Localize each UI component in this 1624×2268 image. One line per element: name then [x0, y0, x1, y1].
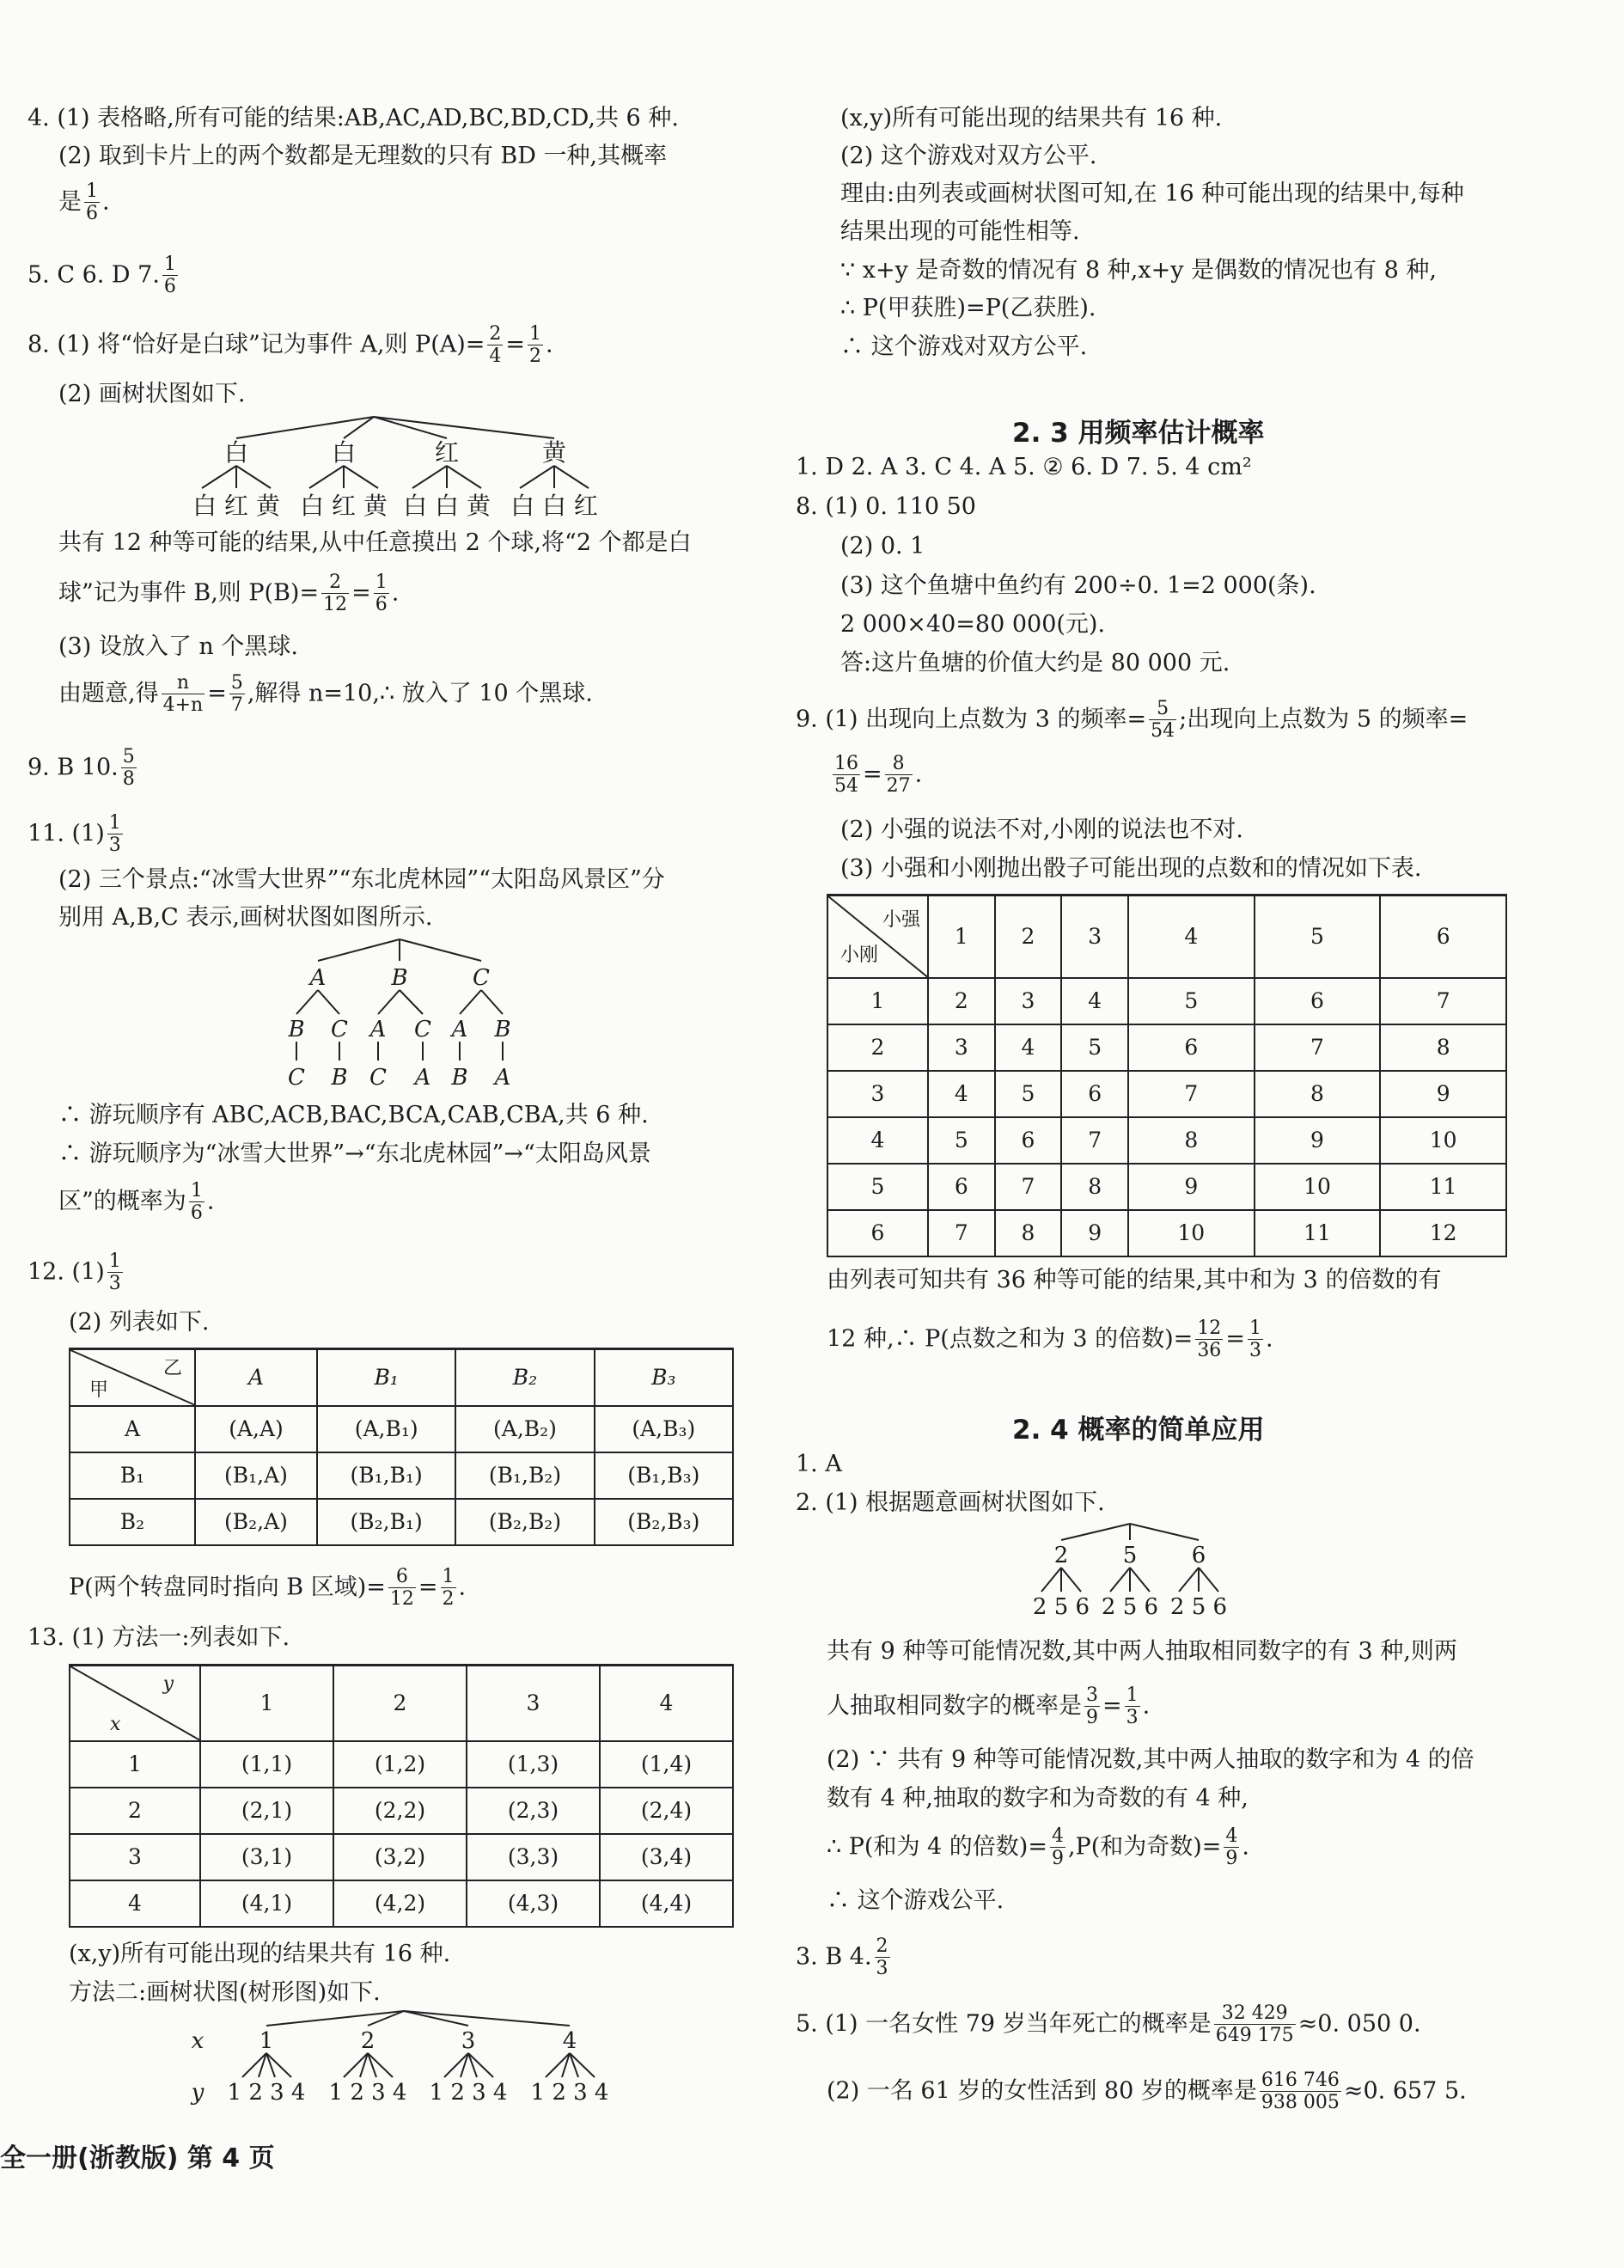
tree-diagram-2-4 [1031, 1519, 1237, 1623]
table12-corner: 乙 甲 [70, 1349, 195, 1406]
tree13-node: 1 [259, 2028, 274, 2054]
tree13-leaves: 1 2 3 4 [328, 2080, 407, 2106]
table12-cell: A [70, 1406, 195, 1452]
answer-13-method2: 方法二:画树状图(树形图)如下. [69, 1979, 381, 2006]
table-row [70, 1741, 733, 1788]
answer-2-3-9-3: (3) 小强和小刚抛出骰子可能出现的点数和的情况如下表. [840, 855, 1422, 882]
answer-11-route: ∴ 游玩顺序为“冰雪大世界”→“东北虎林园”→“太阳岛风景 [58, 1140, 651, 1167]
answer-2-3-8-3: (3) 这个鱼塘中鱼约有 200÷0. 1=2 000(条). [840, 572, 1316, 599]
dice-cell: 6 [928, 1164, 995, 1210]
dice-cell: 5 [995, 1071, 1062, 1117]
answer-13-reason2: 结果出现的可能性相等. [840, 218, 1080, 245]
dice-cell: 5 [1128, 978, 1255, 1024]
dice-cell: 3 [827, 1071, 928, 1117]
answer-13-2: (2) 这个游戏对双方公平. [840, 143, 1097, 169]
table-row [827, 978, 1506, 1024]
table12-header: B₁ [317, 1349, 455, 1406]
dice-cell: 11 [1380, 1164, 1506, 1210]
tree13-node: 3 [461, 2028, 476, 2054]
dice-header: 5 [1255, 896, 1381, 978]
dice-cell: 6 [995, 1117, 1062, 1164]
tree8-node: 红 [434, 438, 460, 467]
dice-cell: 4 [1061, 978, 1128, 1024]
table13-cell: (2,1) [200, 1788, 333, 1834]
answers-2-4-3-4: 3. B 4. $\frac{2}{3}$ [796, 1935, 888, 1980]
answer-13-1: 13. (1) 方法一:列表如下. [27, 1624, 290, 1651]
dice-sum-table [827, 894, 1507, 1257]
table13-cell: (1,2) [333, 1741, 467, 1788]
tree8-node: 白 [223, 438, 249, 467]
dice-cell: 7 [1255, 1024, 1381, 1071]
table13-cell: (2,4) [600, 1788, 733, 1834]
answer-2-4-2-2: (2) ∵ 共有 9 种等可能情况数,其中两人抽取的数字和为 4 的倍 [827, 1746, 1474, 1773]
dice-cell: 1 [827, 978, 928, 1024]
tree11-node: A [369, 1017, 387, 1042]
table13-cell: 2 [70, 1788, 200, 1834]
table12-cell: B₂ [70, 1499, 195, 1545]
tree11-node: A [414, 1065, 431, 1091]
table12-cell: (A,B₁) [317, 1406, 455, 1452]
answer-13-therefore: ∴ P(甲获胜)=P(乙获胜). [840, 295, 1096, 321]
table-row [70, 1834, 733, 1880]
dice-cell: 7 [928, 1210, 995, 1256]
table12-cell: (B₂,B₁) [317, 1499, 455, 1545]
answer-2-3-9-result: 由列表可知共有 36 种等可能的结果,其中和为 3 的倍数的有 [827, 1267, 1442, 1293]
dice-cell: 2 [928, 978, 995, 1024]
table12-cell: (A,A) [195, 1406, 317, 1452]
dice-cell: 6 [1128, 1024, 1255, 1071]
answer-2-4-5-2: (2) 一名 61 岁的女性活到 80 岁的概率是 $\frac{616 746}{938 005}$ ≈0. 657 5. [827, 2069, 1467, 2114]
dice-cell: 10 [1380, 1117, 1506, 1164]
answer-8-1: 8. (1) 将“恰好是白球”记为事件 A,则 P(A)= $\frac{2}{4}$ = $\frac{1}{2}$ . [27, 323, 553, 368]
tree11-node: C [473, 965, 490, 991]
dice-header: 4 [1128, 896, 1255, 978]
answer-8-2: (2) 画树状图如下. [58, 381, 246, 407]
table-12 [69, 1348, 734, 1546]
table-row [70, 1452, 733, 1499]
answer-2-3-8-2: (2) 0. 1 [840, 533, 925, 559]
dice-header: 2 [995, 896, 1062, 978]
table12-header: A [195, 1349, 317, 1406]
answer-2-3-9-prob: 12 种,∴ P(点数之和为 3 的倍数)= $\frac{12}{36}$ = $\frac{1}{3}$ . [827, 1317, 1273, 1362]
answer-2-4-2-prob: 人抽取相同数字的概率是 $\frac{3}{9}$ = $\frac{1}{3}$ . [827, 1684, 1151, 1729]
dice-cell: 2 [827, 1024, 928, 1071]
answer-2-3-8-final: 答:这片鱼塘的价值大约是 80 000 元. [840, 650, 1230, 676]
answer-2-4-1: 1. A [796, 1451, 842, 1477]
table13-header: 2 [333, 1666, 467, 1741]
answer-2-3-9-1b: $\frac{16}{54}$ = $\frac{8}{27}$ . [834, 753, 923, 798]
table13-cell: (2,2) [333, 1788, 467, 1834]
dice-cell: 10 [1255, 1164, 1381, 1210]
table12-cell: (B₁,B₁) [317, 1452, 455, 1499]
tree11-node: A [451, 1017, 468, 1042]
answer-13-conclusion: ∴ 这个游戏对双方公平. [840, 333, 1088, 360]
dice-cell: 7 [1128, 1071, 1255, 1117]
answer-2-4-2-2b: 数有 4 种,抽取的数字和为奇数的有 4 种, [827, 1785, 1249, 1812]
table12-cell: (B₁,A) [195, 1452, 317, 1499]
table13-cell: (4,4) [600, 1880, 733, 1927]
dice-cell: 10 [1128, 1210, 1255, 1256]
answers-2-3-1-7: 1. D 2. A 3. C 4. A 5. ② 6. D 7. 5. 4 cm² [796, 454, 1252, 480]
answer-11-2: (2) 三个景点:“冰雪大世界”“东北虎林园”“太阳岛风景区”分 [58, 866, 665, 893]
table-row [827, 1117, 1506, 1164]
table13-cell: (3,1) [200, 1834, 333, 1880]
answer-2-4-5-1: 5. (1) 一名女性 79 岁当年死亡的概率是 $\frac{32 429}{649 175}$ ≈0. 050 0. [796, 2002, 1421, 2047]
dice-cell: 6 [1255, 978, 1381, 1024]
tree11-node: A [494, 1065, 511, 1091]
dice-cell: 4 [827, 1117, 928, 1164]
table12-cell: (B₁,B₃) [595, 1452, 733, 1499]
table13-cell: (4,2) [333, 1880, 467, 1927]
dice-cell: 5 [827, 1164, 928, 1210]
table13-cell: (4,3) [467, 1880, 600, 1927]
tree-diagram-13 [180, 2007, 627, 2110]
answer-11-2b: 别用 A,B,C 表示,画树状图如图所示. [58, 904, 433, 931]
table12-cell: (B₂,B₂) [455, 1499, 594, 1545]
tree8-node: 黄 [541, 438, 567, 467]
table-row [827, 1024, 1506, 1071]
tree8-leaves: 白 红 黄 [192, 492, 280, 520]
dice-cell: 11 [1255, 1210, 1381, 1256]
table12-cell: B₁ [70, 1452, 195, 1499]
tree11-node: B [391, 965, 408, 991]
dice-cell: 7 [995, 1164, 1062, 1210]
tree11-node: C [288, 1065, 305, 1091]
tree-diagram-11 [275, 935, 533, 1094]
table-row [70, 1406, 733, 1452]
tree11-node: B [451, 1065, 468, 1091]
dice-cell: 8 [1128, 1117, 1255, 1164]
dice-cell: 8 [1061, 1164, 1128, 1210]
tree13-y-label: y [191, 2080, 205, 2106]
table13-header: 4 [600, 1666, 733, 1741]
dice-cell: 8 [1380, 1024, 1506, 1071]
table13-cell: (4,1) [200, 1880, 333, 1927]
answer-13-because: ∵ x+y 是奇数的情况有 8 种,x+y 是偶数的情况也有 8 种, [840, 257, 1437, 284]
table-row [827, 1071, 1506, 1117]
dice-cell: 4 [928, 1071, 995, 1117]
answer-13-count-cont: (x,y)所有可能出现的结果共有 16 种. [840, 105, 1223, 131]
dice-cell: 3 [928, 1024, 995, 1071]
table12-cell: (B₁,B₂) [455, 1452, 594, 1499]
table12-header: B₂ [455, 1349, 594, 1406]
dice-cell: 7 [1061, 1117, 1128, 1164]
table13-corner: y x [70, 1666, 200, 1741]
dice-header: 3 [1061, 896, 1128, 978]
answer-11-orders: ∴ 游玩顺序有 ABC,ACB,BAC,BCA,CAB,CBA,共 6 种. [58, 1102, 649, 1128]
tree8-node: 白 [331, 438, 357, 467]
tree8-leaves: 白 白 红 [510, 492, 598, 520]
tree24-node: 6 [1191, 1543, 1206, 1568]
table13-cell: (2,3) [467, 1788, 600, 1834]
section-heading-2-4: 2. 4 概率的简单应用 [1012, 1415, 1265, 1446]
dice-cell: 6 [1061, 1071, 1128, 1117]
answer-2-3-9-1: 9. (1) 出现向上点数为 3 的频率= $\frac{5}{54}$ ;出现向上点数为 5 的频率= [796, 698, 1468, 743]
dice-cell: 4 [995, 1024, 1062, 1071]
page-footer: 全一册(浙教版) 第 4 页 [0, 2143, 275, 2173]
answer-13-reason: 理由:由列表或画树状图可知,在 16 种可能出现的结果中,每种 [840, 180, 1464, 207]
tree8-leaves: 白 白 黄 [403, 492, 491, 520]
tree13-node: 4 [562, 2028, 577, 2054]
table12-header: B₃ [595, 1349, 733, 1406]
table13-cell: (3,3) [467, 1834, 600, 1880]
table12-cell: (A,B₂) [455, 1406, 594, 1452]
table12-cell: (B₂,A) [195, 1499, 317, 1545]
tree11-node: C [369, 1065, 387, 1091]
tree11-node: B [331, 1065, 348, 1091]
answer-12-2: (2) 列表如下. [69, 1309, 210, 1336]
table-row [70, 1788, 733, 1834]
tree13-leaves: 1 2 3 4 [227, 2080, 306, 2106]
answer-8-2-text: 共有 12 种等可能的结果,从中任意摸出 2 个球,将“2 个都是白 [58, 529, 692, 556]
dice-cell: 12 [1380, 1210, 1506, 1256]
answer-12-1: 12. (1) $\frac{1}{3}$ [27, 1250, 121, 1295]
dice-cell: 9 [1128, 1164, 1255, 1210]
table-row [827, 1164, 1506, 1210]
table13-cell: 3 [70, 1834, 200, 1880]
dice-cell: 6 [827, 1210, 928, 1256]
table13-cell: (1,3) [467, 1741, 600, 1788]
dice-cell: 8 [1255, 1071, 1381, 1117]
tree11-node: B [494, 1017, 511, 1042]
table13-header: 1 [200, 1666, 333, 1741]
tree11-node: B [288, 1017, 305, 1042]
answer-4-2-prob: 是 $\frac{1}{6}$ . [58, 180, 110, 225]
dice-cell: 5 [928, 1117, 995, 1164]
table-13 [69, 1664, 734, 1928]
tree8-leaves: 白 红 黄 [300, 492, 388, 520]
table-row [70, 1880, 733, 1927]
section-heading-2-3: 2. 3 用频率估计概率 [1012, 418, 1265, 449]
tree13-node: 2 [360, 2028, 375, 2054]
table12-cell: (A,B₃) [595, 1406, 733, 1452]
answer-2-4-2-probs: ∴ P(和为 4 的倍数)= $\frac{4}{9}$ ,P(和为奇数)= $\frac{4}{9}$ . [827, 1825, 1250, 1870]
tree13-leaves: 1 2 3 4 [429, 2080, 508, 2106]
table13-header: 3 [467, 1666, 600, 1741]
table13-cell: (1,4) [600, 1741, 733, 1788]
answer-8-3: (3) 设放入了 n 个黑球. [58, 633, 298, 660]
dice-cell: 9 [1380, 1071, 1506, 1117]
dice-cell: 8 [995, 1210, 1062, 1256]
table13-cell: (1,1) [200, 1741, 333, 1788]
tree13-leaves: 1 2 3 4 [530, 2080, 609, 2106]
answer-2-4-2-1: 2. (1) 根据题意画树状图如下. [796, 1489, 1105, 1516]
answer-11-prob: 区”的概率为 $\frac{1}{6}$ . [58, 1180, 215, 1225]
answer-11-1: 11. (1) $\frac{1}{3}$ [27, 812, 121, 857]
answer-8-2-prob: 球”记为事件 B,则 P(B)= $\frac{2}{12}$ = $\frac{1}{6}$ . [58, 572, 400, 616]
tree24-node: 5 [1122, 1543, 1138, 1568]
dice-table-corner: 小强 小刚 [827, 896, 928, 978]
table13-cell: (3,4) [600, 1834, 733, 1880]
tree13-x-label: x [191, 2028, 205, 2054]
answer-4-2: (2) 取到卡片上的两个数都是无理数的只有 BD 一种,其概率 [58, 143, 668, 169]
dice-header: 6 [1380, 896, 1506, 978]
tree24-leaves: 2 5 6 [1101, 1594, 1159, 1620]
dice-cell: 5 [1061, 1024, 1128, 1071]
dice-cell: 7 [1380, 978, 1506, 1024]
tree11-node: C [414, 1017, 431, 1042]
answer-2-3-9-2: (2) 小强的说法不对,小刚的说法也不对. [840, 816, 1243, 843]
table12-cell: (B₂,B₃) [595, 1499, 733, 1545]
answers-5-7: 5. C 6. D 7. $\frac{1}{6}$ [27, 254, 176, 298]
table13-cell: 4 [70, 1880, 200, 1927]
dice-cell: 9 [1061, 1210, 1128, 1256]
dice-cell: 9 [1255, 1117, 1381, 1164]
answer-2-4-2-text: 共有 9 种等可能情况数,其中两人抽取相同数字的有 3 种,则两 [827, 1638, 1457, 1665]
answer-2-3-8-1: 8. (1) 0. 110 50 [796, 493, 976, 520]
answer-8-3-solve: 由题意,得 $\frac{n}{4+n}$ = $\frac{5}{7}$ ,解得 n=10,∴ 放入了 10 个黑球. [58, 672, 593, 717]
table-row [827, 1210, 1506, 1256]
answer-2-3-8-calc: 2 000×40=80 000(元). [840, 611, 1106, 638]
table13-cell: 1 [70, 1741, 200, 1788]
dice-header: 1 [928, 896, 995, 978]
tree24-leaves: 2 5 6 [1169, 1594, 1228, 1620]
dice-cell: 3 [995, 978, 1062, 1024]
tree24-node: 2 [1053, 1543, 1069, 1568]
answer-4-1: 4. (1) 表格略,所有可能的结果:AB,AC,AD,BC,BD,CD,共 6 种. [27, 105, 679, 131]
table-row [70, 1499, 733, 1545]
table13-cell: (3,2) [333, 1834, 467, 1880]
answer-13-count: (x,y)所有可能出现的结果共有 16 种. [69, 1941, 451, 1967]
answer-12-prob: P(两个转盘同时指向 B 区域)= $\frac{6}{12}$ = $\frac{1}{2}$ . [69, 1566, 467, 1611]
answers-9-10: 9. B 10. $\frac{5}{8}$ [27, 746, 135, 791]
tree-diagram-8 [180, 413, 627, 524]
tree24-leaves: 2 5 6 [1032, 1594, 1090, 1620]
tree11-node: A [309, 965, 327, 991]
tree11-node: C [331, 1017, 348, 1042]
answer-2-4-2-fair: ∴ 这个游戏公平. [827, 1887, 1004, 1914]
